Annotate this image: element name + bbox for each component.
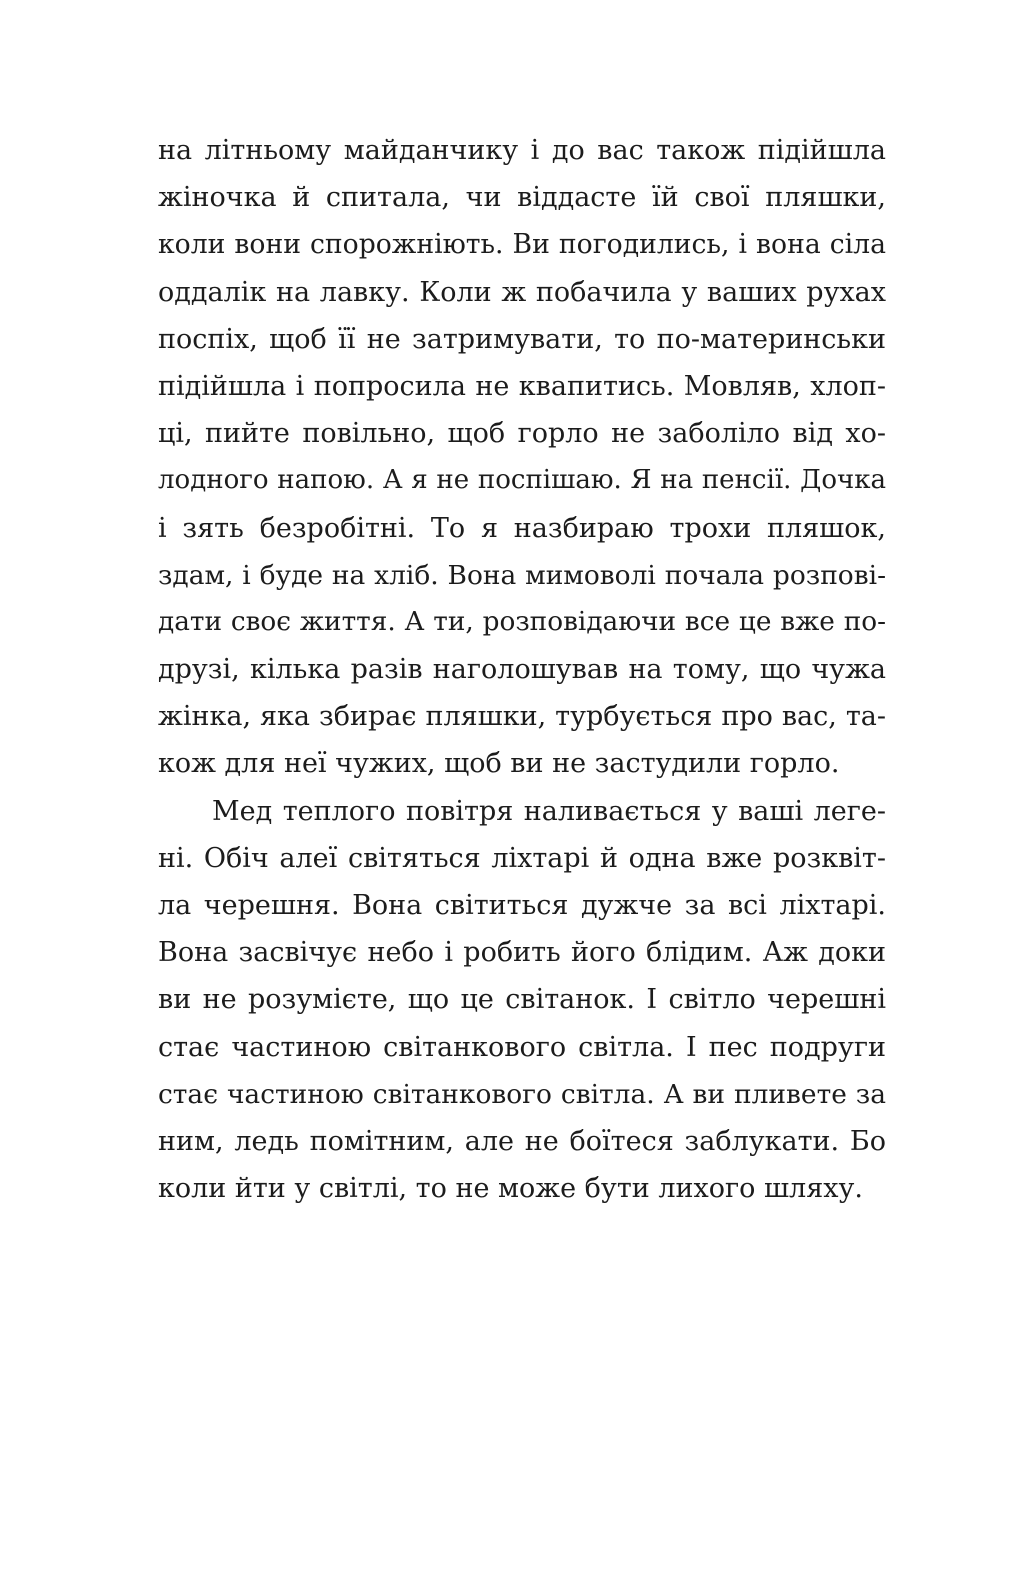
text-line: ці, пийте повільно, щоб горло не заболіло від хо-	[158, 418, 886, 450]
paragraph	[158, 127, 886, 788]
text-line: лодного напою. А я не поспішаю. Я на пенсії. Дочка	[158, 465, 886, 496]
text-line: коли вони спорожніють. Ви погодились, і вона сіла	[158, 229, 886, 261]
text-line: на літньому майданчику і до вас також підійшла	[158, 135, 886, 166]
text-line: кож для неї чужих, щоб ви не застудили горло.	[158, 748, 840, 780]
text-line: ні. Обіч алеї світяться ліхтарі й одна вже розквіт-	[158, 842, 886, 874]
body-text	[158, 127, 886, 1212]
text-line: жіночка й спитала, чи віддасте їй свої пляшки,	[158, 182, 886, 214]
text-line: дати своє життя. А ти, розповідаючи все це вже по-	[158, 606, 886, 637]
text-line: ла черешня. Вона світиться дужче за всі ліхтарі.	[158, 890, 886, 921]
paragraph	[158, 788, 886, 1213]
text-line: оддалік на лавку. Коли ж побачила у ваших рухах	[158, 276, 886, 308]
text-line: і зять безробітні. То я назбираю трохи пляшок,	[158, 512, 886, 544]
text-line: Мед теплого повітря наливається у ваші леге-	[212, 795, 886, 827]
text-line: коли йти у світлі, то не може бути лихого шляху.	[158, 1173, 863, 1205]
text-line: стає частиною світанкового світла. І пес подруги	[158, 1031, 886, 1063]
text-line: підійшла і попросила не квапитись. Мовляв, хлоп-	[158, 370, 886, 402]
text-line: ним, ледь помітним, але не боїтеся заблукати. Бо	[158, 1125, 886, 1157]
text-line: здам, і буде на хліб. Вона мимоволі почала розпові-	[158, 559, 886, 591]
text-line: друзі, кілька разів наголошував на тому, що чужа	[158, 654, 886, 686]
text-line: жінка, яка збирає пляшки, турбується про вас, та-	[158, 701, 886, 733]
text-line: ви не розумієте, що це світанок. І світло черешні	[158, 984, 886, 1016]
text-line: поспіх, щоб її не затримувати, то по-материнськи	[158, 323, 886, 355]
text-line: Вона засвічує небо і робить його блідим. Аж доки	[158, 937, 886, 969]
text-line: стає частиною світанкового світла. А ви пливете за	[158, 1078, 886, 1110]
